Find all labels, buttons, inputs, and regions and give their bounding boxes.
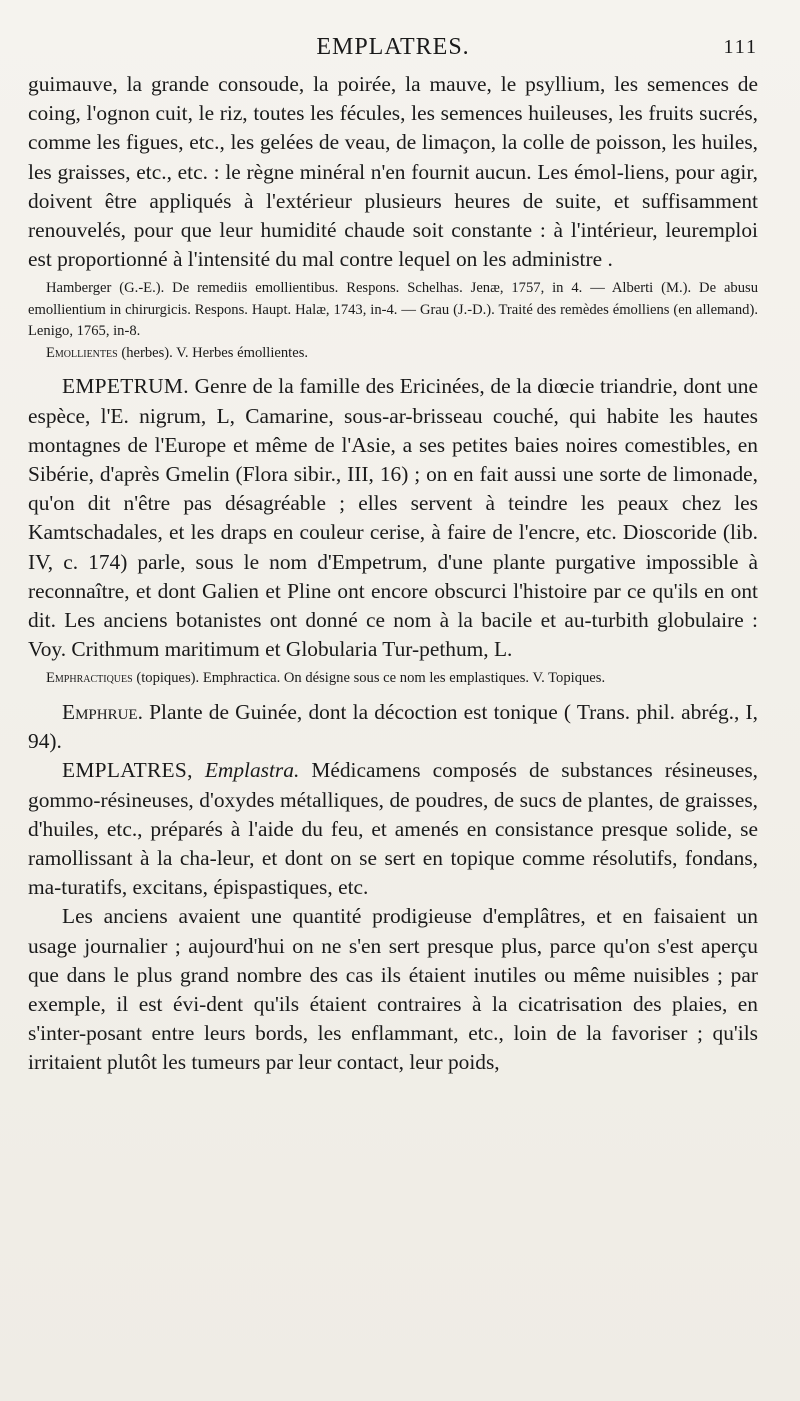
empetrum-body: Genre de la famille des Ericinées, de la diœcie triandrie, dont une espèce, l'E. nigrum, L, Camarine, sous-ar-brisseau couché, qui habite les hautes montagnes de l'Europe et même de l'Asie, a ses petites baies noires comestibles, en Sibérie, d'après Gmelin (Flora sibir., III, 16) ; on en fait aussi une sorte de limonade, qu'on dit n'être pas désagréable ; elles servent à teindre les peaux chez les Kamtschadales, et les draps en couleur cerise, à faire de l'encre, etc. Dioscoride (lib. IV, c. 174) parle, sous le nom d'Empetrum, d'une plante purgative impossible à reconnaître, et dont Galien et Pline ont encore obscurci l'histoire par ce qu'ils en ont dit. Les anciens botanistes ont donné ce nom à la bacile et au-turbith globulaire : Voy. Crithmum maritimum et Globularia Tur-pethum, L. bbox=[28, 374, 758, 662]
emollients-body: guimauve, la grande consoude, la poirée, la mauve, le psyllium, les semences de coing, l'ognon cuit, le riz, toutes les fécules, les semences huileuses, les fruits sucrés, comme les figues, etc., les gelées de veau, de limaçon, la colle de poisson, les huiles, les graisses, etc., etc. : le règne minéral n'en fournit aucun. Les émol-liens, pour agir, doivent être appliqués à l'extérieur plusieurs heures de suite, et suffisamment renouvelés, pour que leur humidité chaude soit constante : à l'intérieur, leuremploi est proportionné à l'intensité du mal contre lequel on les administre . bbox=[28, 72, 758, 272]
empetrum-entry bbox=[28, 372, 758, 664]
herbes-text: (herbes). V. Herbes émollientes. bbox=[121, 344, 309, 361]
emplatres-paragraph-2: Les anciens avaient une quantité prodigieuse d'emplâtres, et en faisaient un usage journalier ; aujourd'hui on ne s'en sert presque plus, parce qu'on s'est aperçu que dans le plus grand nombre des cas ils étaient inutiles ou même nuisibles ; par exemple, il est évi-dent qu'ils étaient contraires à la cicatrisation des plaies, en s'inter-posant entre leurs bords, les enflammant, etc., loin de la favoriser ; qu'ils irritaient plutôt les tumeurs par leur contact, leur poids, bbox=[28, 904, 758, 1075]
emphrue-entry bbox=[28, 698, 758, 756]
emphractiques-paragraph bbox=[28, 668, 758, 690]
emplatres-paragraph-1 bbox=[28, 756, 758, 902]
running-title: EMPLATRES. bbox=[316, 34, 470, 60]
page-number: 111 bbox=[723, 36, 758, 58]
emplatres-head: EMPLATRES, bbox=[62, 758, 193, 783]
emollients-bibliography bbox=[28, 278, 758, 364]
bibliography-text: Hamberger (G.-E.). De remediis emollientibus. Respons. Schelhas. Jenæ, 1757, in 4. — Alberti (M.). De abusu emollientium in chirurgicis. Respons. Haupt. Halæ, 1743, in-4. — Grau (J.-D.). Traité des remèdes émolliens (en allemand). Lenigo, 1765, in-8. bbox=[28, 280, 758, 340]
emplatres-p1: Médicamens composés de substances résineuses, gommo-résineuses, d'oxydes métalliques, de poudres, de sucs de plantes, de graisses, d'huiles, etc., préparés à l'aide du feu, et amenés en consistance presque solide, se ramollissant à la cha-leur, et dont on se sert en topique comme résolutifs, fondans, ma-turatifs, excitans, épispastiques, etc. bbox=[28, 758, 758, 900]
emphractiques-head: Emphractiques bbox=[46, 670, 133, 687]
emollients-continuation bbox=[28, 70, 758, 274]
page-header bbox=[28, 34, 758, 64]
herbes-head: Emollientes bbox=[46, 344, 118, 361]
emphrue-text: Plante de Guinée, dont la décoction est tonique ( Trans. phil. abrég., I, 94). bbox=[28, 699, 758, 754]
emphrue-paragraph bbox=[28, 698, 758, 756]
emplatres-latin: Emplastra. bbox=[204, 758, 300, 783]
empetrum-head: EMPETRUM. bbox=[62, 374, 189, 399]
herbes-emollientes-entry bbox=[28, 343, 758, 365]
emphrue-head: Emphrue. bbox=[62, 699, 143, 724]
emphractiques-text: (topiques). Emphractica. On désigne sous ce nom les emplastiques. V. Topiques. bbox=[136, 670, 606, 687]
emphractiques-entry bbox=[28, 668, 758, 690]
emplatres-entry bbox=[28, 756, 758, 1077]
empetrum-paragraph bbox=[28, 372, 758, 664]
